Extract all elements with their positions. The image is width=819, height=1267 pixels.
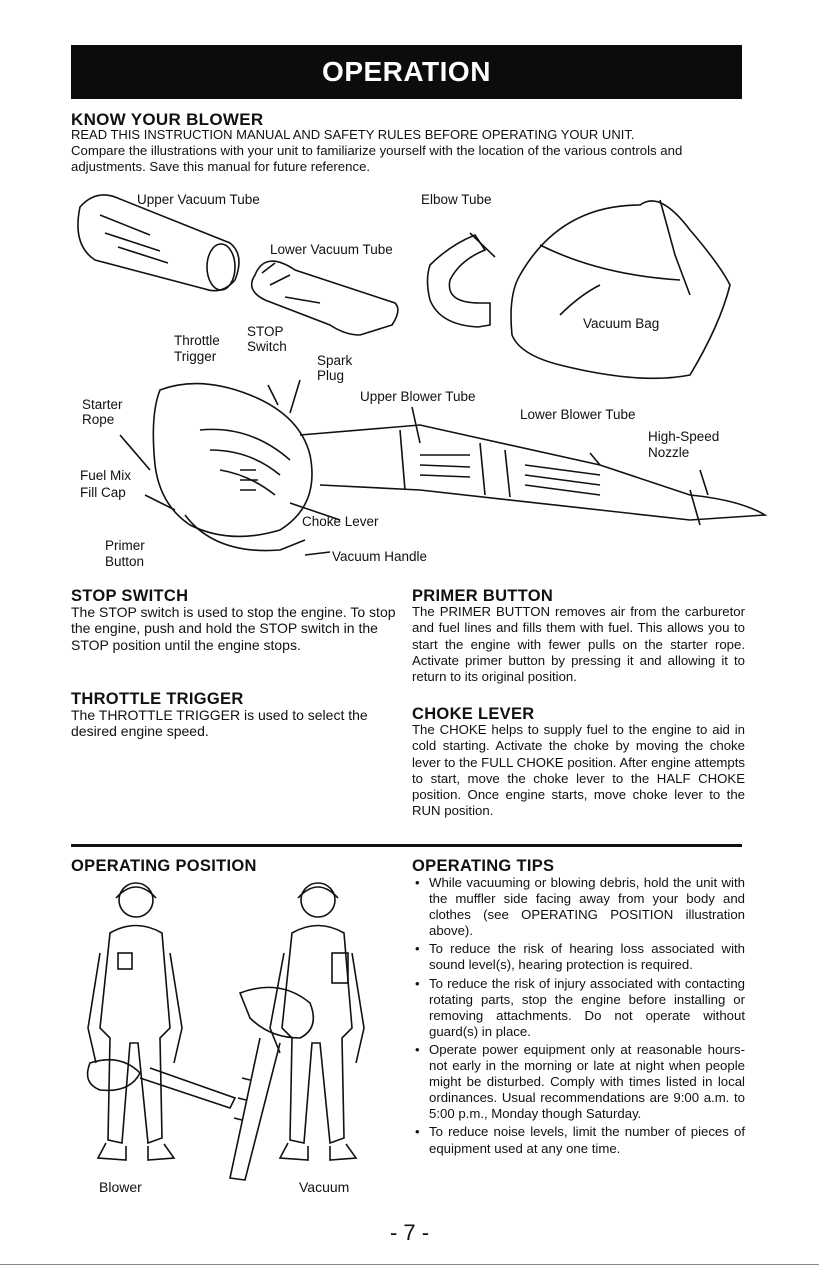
- choke-lever-body: The CHOKE helps to supply fuel to the engine to aid in cold starting. Activate the choke by moving the choke lever to the FULL CHOKE position. After engine attempts to start, move the choke lever to the HALF CHOKE position. Once engine starts, move choke lever to the RUN position.: [412, 722, 745, 819]
- list-item: • While vacuuming or blowing debris, hold the unit with the muffler side facing away from your body and clothes (see OPERATING POSITION illustration above).: [412, 875, 745, 939]
- page-number: - 7 -: [389, 1220, 430, 1245]
- label-spark-plug-line1: Spark: [317, 353, 353, 368]
- label-vacuum-handle: Vacuum Handle: [332, 549, 428, 564]
- label-throttle-trigger-line1: Throttle: [174, 333, 220, 348]
- label-stop-switch-line1: STOP: [247, 324, 284, 339]
- operating-tips-list: [412, 875, 745, 1159]
- label-spark-plug-line2: Plug: [317, 368, 345, 383]
- list-item: • To reduce noise levels, limit the number of pieces of equipment used at any one time.: [412, 1124, 745, 1156]
- choke-lever-heading: CHOKE LEVER: [412, 705, 535, 723]
- stop-switch-heading: STOP SWITCH: [71, 587, 189, 605]
- label-lower-blower-tube: Lower Blower Tube: [520, 407, 636, 422]
- section-divider: [71, 844, 742, 847]
- label-high-speed-nozzle-line1: High-Speed: [648, 429, 720, 444]
- bottom-edge-line: [0, 1264, 819, 1265]
- label-upper-vacuum-tube: Upper Vacuum Tube: [137, 192, 260, 207]
- primer-button-body: The PRIMER BUTTON removes air from the carburetor and fuel lines and fills them with fuel. This allows you to start the engine with fewer pulls on the starter rope. Activate primer button by pressing it and allowing it to return to its original position.: [412, 604, 745, 685]
- list-item: • To reduce the risk of injury associated with contacting rotating parts, stop the engine before installing or removing attachments. Do not operate without guard(s) in place.: [412, 976, 745, 1040]
- label-vacuum-bag: Vacuum Bag: [583, 316, 660, 331]
- vacuum-caption: Vacuum: [299, 1179, 350, 1195]
- operating-position-heading: OPERATING POSITION: [71, 857, 257, 875]
- label-starter-rope-line1: Starter: [82, 397, 123, 412]
- operating-position-illustration: [70, 878, 400, 1198]
- label-fuel-mix-line2: Fill Cap: [80, 485, 126, 500]
- label-choke-lever: Choke Lever: [302, 514, 379, 529]
- label-starter-rope-line2: Rope: [82, 412, 115, 427]
- label-fuel-mix-line1: Fuel Mix: [80, 468, 132, 483]
- know-your-blower-heading: KNOW YOUR BLOWER: [71, 110, 264, 129]
- label-primer-button-line1: Primer: [105, 538, 145, 553]
- label-throttle-trigger-line2: Trigger: [174, 349, 217, 364]
- know-body: Compare the illustrations with your unit to familiarize yourself with the location of the various controls and adjustments. Save this manual for future reference.: [71, 143, 683, 175]
- list-item: • Operate power equipment only at reasonable hours-not early in the morning or late at night when people might be disturbed. Comply with times listed in local ordinances. Usual recommendations are 9:00 a.m. to 5:00 p.m., Monday though Saturday.: [412, 1042, 745, 1122]
- label-lower-vacuum-tube: Lower Vacuum Tube: [270, 242, 393, 257]
- throttle-trigger-heading: THROTTLE TRIGGER: [71, 690, 244, 708]
- operating-tips-heading: OPERATING TIPS: [412, 857, 555, 875]
- know-warning-line: READ THIS INSTRUCTION MANUAL AND SAFETY RULES BEFORE OPERATING YOUR UNIT.: [71, 127, 635, 142]
- label-elbow-tube: Elbow Tube: [421, 192, 492, 207]
- label-upper-blower-tube: Upper Blower Tube: [360, 389, 476, 404]
- throttle-trigger-body: The THROTTLE TRIGGER is used to select the desired engine speed.: [71, 707, 368, 740]
- primer-button-heading: PRIMER BUTTON: [412, 587, 554, 605]
- blower-parts-illustration: [0, 185, 819, 580]
- label-primer-button-line2: Button: [105, 554, 145, 569]
- page-banner: OPERATION: [71, 45, 742, 99]
- list-item: • To reduce the risk of hearing loss associated with sound level(s), hearing protection is required.: [412, 941, 745, 973]
- stop-switch-body: The STOP switch is used to stop the engine. To stop the engine, push and hold the STOP switch in the STOP position until the engine stops.: [71, 604, 396, 653]
- label-stop-switch-line2: Switch: [247, 339, 287, 354]
- blower-caption: Blower: [99, 1179, 142, 1195]
- label-high-speed-nozzle-line2: Nozzle: [648, 445, 690, 460]
